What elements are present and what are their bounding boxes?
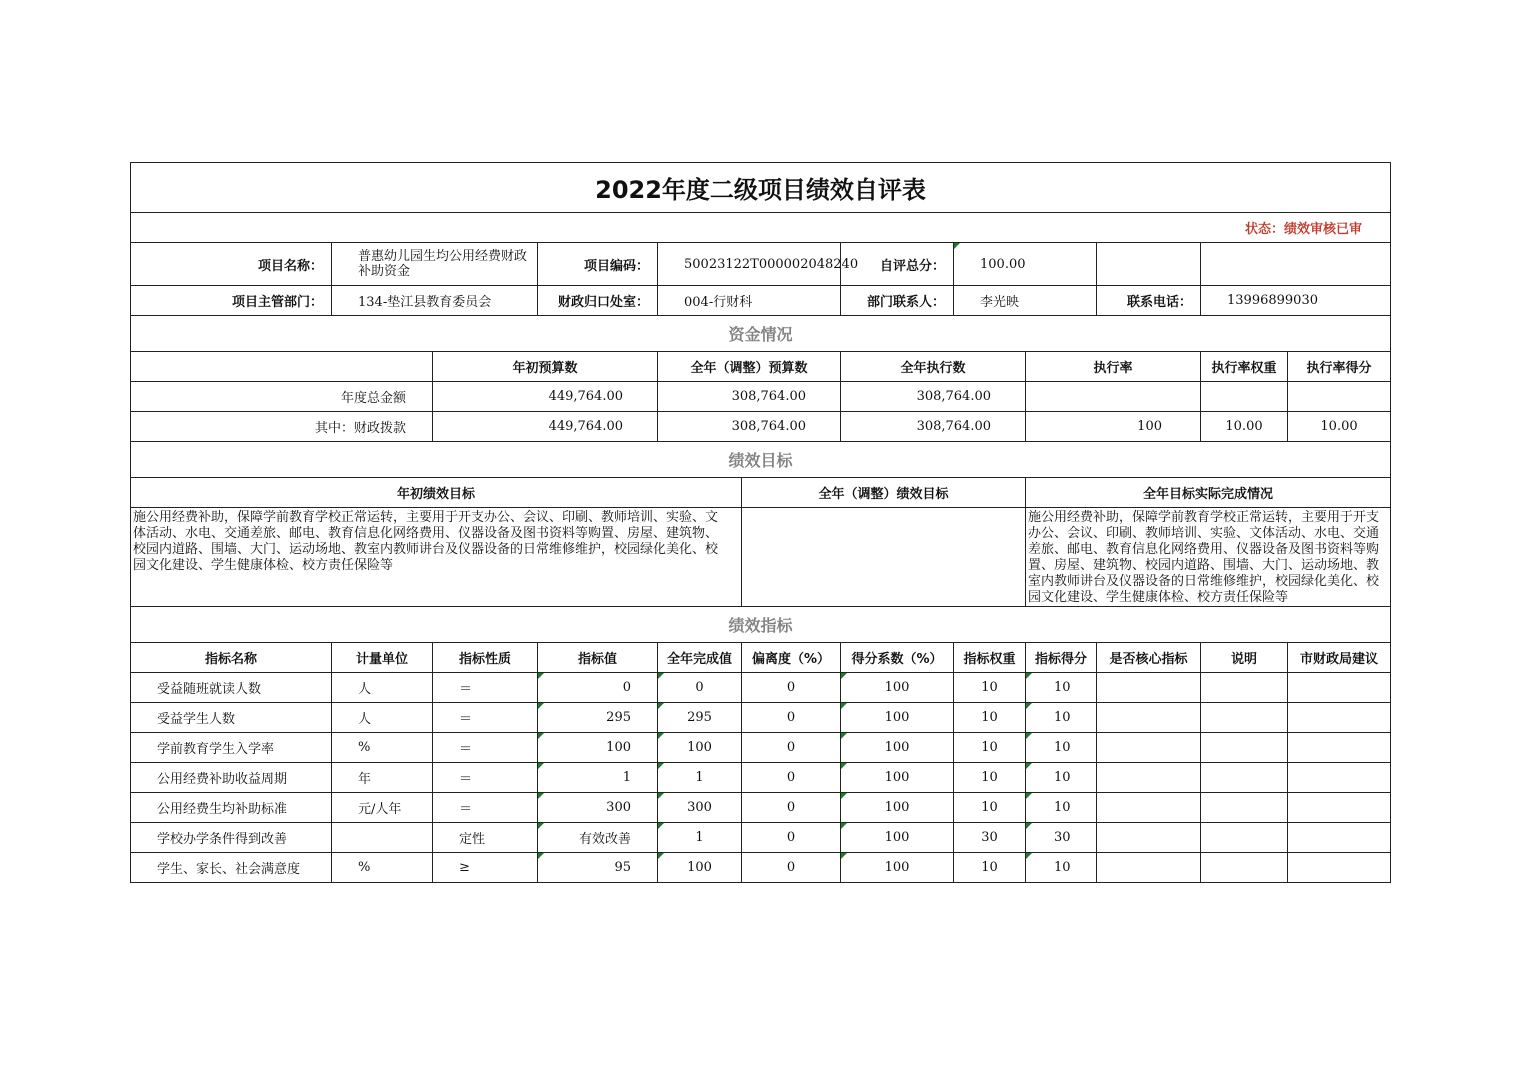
indicator-nature: ≥: [433, 853, 538, 883]
indicator-score: 10: [1026, 673, 1097, 703]
funds-header-rate: 执行率: [1026, 352, 1201, 382]
table-row: [131, 673, 1391, 703]
funds-weight: 10.00: [1201, 412, 1288, 442]
ind-header-name: 指标名称: [131, 643, 332, 673]
indicator-target: 有效改善: [538, 823, 658, 853]
funds-header-weight: 执行率权重: [1201, 352, 1288, 382]
indicator-advice: [1288, 703, 1391, 733]
indicator-core: [1097, 823, 1201, 853]
funds-adjusted: 308,764.00: [658, 382, 841, 412]
indicator-target: 95: [538, 853, 658, 883]
project-code-value: 50023122T000002048240: [658, 243, 841, 286]
indicator-actual: 295: [658, 703, 742, 733]
indicator-coef: 100: [841, 673, 954, 703]
goals-header-actual: 全年目标实际完成情况: [1026, 478, 1391, 508]
indicator-deviation: 0: [742, 793, 841, 823]
indicator-actual: 1: [658, 823, 742, 853]
indicator-unit: [332, 823, 433, 853]
funds-row-label: 年度总金额: [131, 382, 433, 412]
indicator-weight: 10: [954, 703, 1026, 733]
indicator-note: [1201, 763, 1288, 793]
indicator-actual: 300: [658, 793, 742, 823]
indicator-note: [1201, 673, 1288, 703]
indicator-name: 学校办学条件得到改善: [131, 823, 332, 853]
contact-label: 部门联系人：: [841, 286, 954, 316]
table-row: [131, 763, 1391, 793]
ind-header-score: 指标得分: [1026, 643, 1097, 673]
ind-header-unit: 计量单位: [332, 643, 433, 673]
dept-label: 项目主管部门：: [131, 286, 332, 316]
funds-rate: 100: [1026, 412, 1201, 442]
funds-rate: [1026, 382, 1201, 412]
indicator-weight: 10: [954, 673, 1026, 703]
indicator-name: 受益随班就读人数: [131, 673, 332, 703]
funds-score: [1288, 382, 1391, 412]
indicator-actual: 100: [658, 853, 742, 883]
funds-header-adjusted: 全年（调整）预算数: [658, 352, 841, 382]
table-row: [131, 733, 1391, 763]
indicator-advice: [1288, 853, 1391, 883]
indicator-unit: 人: [332, 673, 433, 703]
indicator-target: 300: [538, 793, 658, 823]
ind-header-nature: 指标性质: [433, 643, 538, 673]
indicator-nature: 定性: [433, 823, 538, 853]
indicator-nature: ＝: [433, 673, 538, 703]
indicator-advice: [1288, 793, 1391, 823]
indicator-core: [1097, 733, 1201, 763]
indicator-advice: [1288, 673, 1391, 703]
indicator-name: 受益学生人数: [131, 703, 332, 733]
indicator-coef: 100: [841, 853, 954, 883]
indicator-deviation: 0: [742, 763, 841, 793]
finance-office-label: 财政归口处室：: [538, 286, 658, 316]
funds-row: [131, 382, 1391, 412]
funds-row: [131, 412, 1391, 442]
ind-header-note: 说明: [1201, 643, 1288, 673]
indicator-unit: 人: [332, 703, 433, 733]
table-row: [131, 853, 1391, 883]
contact-value: 李光映: [954, 286, 1097, 316]
indicators-section-title: 绩效指标: [131, 607, 1391, 643]
indicator-score: 30: [1026, 823, 1097, 853]
indicator-name: 公用经费生均补助标准: [131, 793, 332, 823]
goals-adjusted-text: [742, 508, 1026, 607]
indicator-unit: %: [332, 733, 433, 763]
funds-initial: 449,764.00: [433, 382, 658, 412]
indicator-advice: [1288, 733, 1391, 763]
funds-header-executed: 全年执行数: [841, 352, 1026, 382]
indicator-target: 1: [538, 763, 658, 793]
indicator-coef: 100: [841, 703, 954, 733]
indicator-deviation: 0: [742, 853, 841, 883]
project-name-value: 普惠幼儿园生均公用经费财政补助资金: [332, 243, 538, 286]
indicator-nature: ＝: [433, 733, 538, 763]
indicator-weight: 10: [954, 853, 1026, 883]
indicator-coef: 100: [841, 763, 954, 793]
indicator-coef: 100: [841, 823, 954, 853]
phone-label: 联系电话：: [1097, 286, 1201, 316]
indicator-nature: ＝: [433, 703, 538, 733]
indicator-actual: 0: [658, 673, 742, 703]
indicator-actual: 1: [658, 763, 742, 793]
indicator-target: 295: [538, 703, 658, 733]
ind-header-coef: 得分系数（%）: [841, 643, 954, 673]
goals-header-initial: 年初绩效目标: [131, 478, 742, 508]
indicator-deviation: 0: [742, 823, 841, 853]
goals-section-title: 绩效目标: [131, 442, 1391, 478]
funds-initial: 449,764.00: [433, 412, 658, 442]
indicator-name: 学前教育学生入学率: [131, 733, 332, 763]
indicator-core: [1097, 703, 1201, 733]
indicator-weight: 10: [954, 793, 1026, 823]
project-name-label: 项目名称：: [131, 243, 332, 286]
indicator-advice: [1288, 823, 1391, 853]
indicator-weight: 10: [954, 733, 1026, 763]
indicator-deviation: 0: [742, 733, 841, 763]
indicator-target: 0: [538, 673, 658, 703]
indicator-core: [1097, 673, 1201, 703]
indicator-core: [1097, 763, 1201, 793]
funds-executed: 308,764.00: [841, 382, 1026, 412]
self-score-label: 自评总分：: [841, 243, 954, 286]
dept-value: 134-垫江县教育委员会: [332, 286, 538, 316]
indicator-target: 100: [538, 733, 658, 763]
ind-header-actual: 全年完成值: [658, 643, 742, 673]
finance-office-value: 004-行财科: [658, 286, 841, 316]
funds-weight: [1201, 382, 1288, 412]
status-badge: 状态：绩效审核已审: [131, 213, 1391, 243]
indicator-advice: [1288, 763, 1391, 793]
indicator-unit: 元/人年: [332, 793, 433, 823]
indicator-deviation: 0: [742, 673, 841, 703]
goals-actual-text: 施公用经费补助，保障学前教育学校正常运转，主要用于开支办公、会议、印刷、教师培训、实验、文体活动、水电、交通差旅、邮电、教育信息化网络费用、仪器设备及图书资料等购置、房屋、建筑物、校园内道路、围墙、大门、运动场地、教室内教师讲台及仪器设备的日常维修维护，校园绿化美化、校园文化建设、学生健康体检、校方责任保险等: [1026, 508, 1391, 607]
ind-header-advice: 市财政局建议: [1288, 643, 1391, 673]
evaluation-sheet: [130, 162, 1390, 883]
project-code-label: 项目编码：: [538, 243, 658, 286]
ind-header-deviation: 偏离度（%）: [742, 643, 841, 673]
funds-score: 10.00: [1288, 412, 1391, 442]
page-title: 2022年度二级项目绩效自评表: [131, 163, 1391, 213]
funds-row-label: 其中：财政拨款: [131, 412, 433, 442]
indicator-note: [1201, 853, 1288, 883]
indicator-core: [1097, 853, 1201, 883]
indicator-core: [1097, 793, 1201, 823]
indicator-unit: %: [332, 853, 433, 883]
indicator-note: [1201, 703, 1288, 733]
funds-executed: 308,764.00: [841, 412, 1026, 442]
funds-header-score: 执行率得分: [1288, 352, 1391, 382]
table-row: [131, 793, 1391, 823]
indicator-note: [1201, 823, 1288, 853]
ind-header-core: 是否核心指标: [1097, 643, 1201, 673]
indicator-actual: 100: [658, 733, 742, 763]
phone-value: 13996899030: [1201, 286, 1391, 316]
indicator-weight: 30: [954, 823, 1026, 853]
indicator-score: 10: [1026, 853, 1097, 883]
indicator-nature: ＝: [433, 763, 538, 793]
ind-header-target: 指标值: [538, 643, 658, 673]
indicator-score: 10: [1026, 793, 1097, 823]
indicator-unit: 年: [332, 763, 433, 793]
indicator-note: [1201, 733, 1288, 763]
goals-initial-text: 施公用经费补助，保障学前教育学校正常运转，主要用于开支办公、会议、印刷、教师培训、实验、文体活动、水电、交通差旅、邮电、教育信息化网络费用、仪器设备及图书资料等购置、房屋、建筑物、校园内道路、围墙、大门、运动场地、教室内教师讲台及仪器设备的日常维修维护，校园绿化美化、校园文化建设、学生健康体检、校方责任保险等: [131, 508, 742, 607]
indicator-score: 10: [1026, 733, 1097, 763]
goals-header-adjusted: 全年（调整）绩效目标: [742, 478, 1026, 508]
funds-header-blank: [131, 352, 433, 382]
indicator-name: 学生、家长、社会满意度: [131, 853, 332, 883]
table-row: [131, 823, 1391, 853]
indicator-coef: 100: [841, 793, 954, 823]
indicator-weight: 10: [954, 763, 1026, 793]
self-score-value: 100.00: [954, 243, 1097, 286]
indicator-score: 10: [1026, 763, 1097, 793]
ind-header-weight: 指标权重: [954, 643, 1026, 673]
empty-cell: [1201, 243, 1391, 286]
indicator-deviation: 0: [742, 703, 841, 733]
indicator-score: 10: [1026, 703, 1097, 733]
indicators-body: [131, 673, 1391, 883]
table-row: [131, 703, 1391, 733]
funds-section-title: 资金情况: [131, 316, 1391, 352]
funds-header-initial: 年初预算数: [433, 352, 658, 382]
indicator-coef: 100: [841, 733, 954, 763]
evaluation-table: [130, 162, 1391, 883]
indicator-nature: ＝: [433, 793, 538, 823]
empty-cell: [1097, 243, 1201, 286]
funds-adjusted: 308,764.00: [658, 412, 841, 442]
indicator-name: 公用经费补助收益周期: [131, 763, 332, 793]
indicator-note: [1201, 793, 1288, 823]
